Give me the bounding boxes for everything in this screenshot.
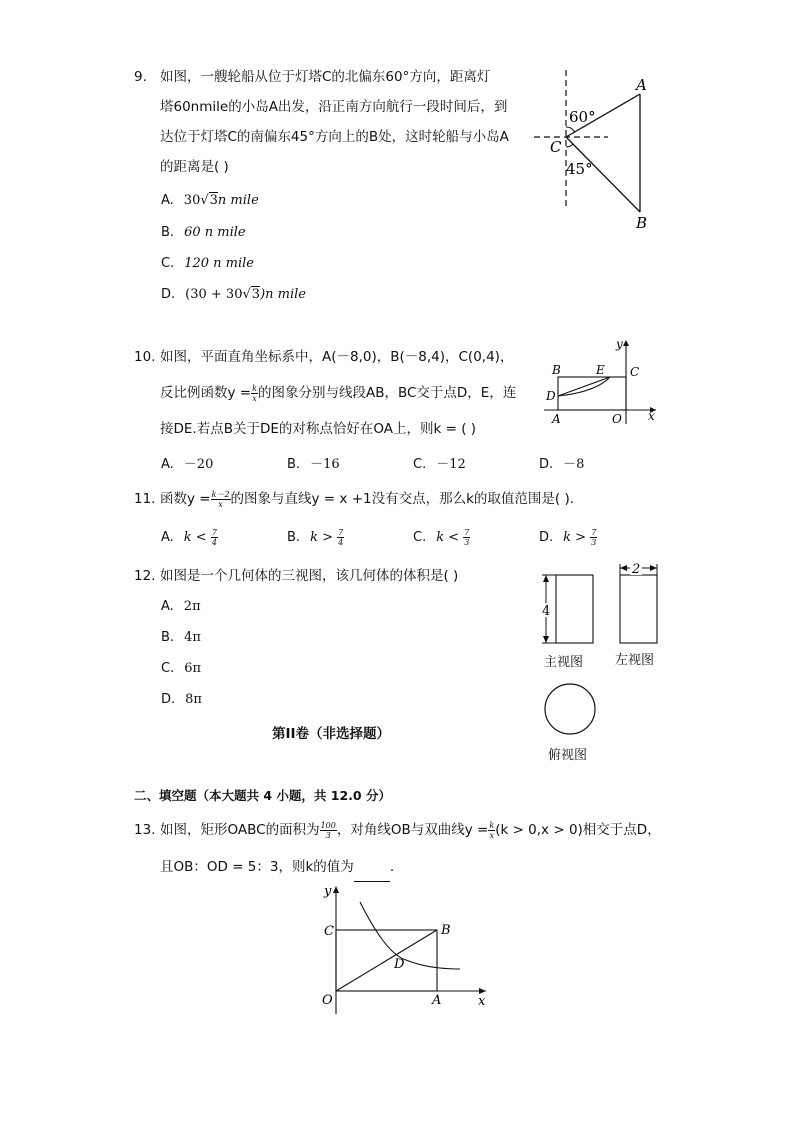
- rectangle-abco: [558, 377, 626, 410]
- q13-figure: [308, 880, 493, 1018]
- q12-number: 12.: [134, 568, 156, 584]
- q13-line2: 且OB：OD = 5：3，则k的值为 .: [160, 852, 394, 882]
- q12-option-a[interactable]: A. 2π: [161, 599, 201, 614]
- q12-option-b[interactable]: B. 4π: [161, 630, 201, 645]
- q9-line4: 的距离是( ): [160, 159, 229, 175]
- q13-number: 13.: [134, 822, 156, 838]
- y-axis-arrow: [623, 340, 629, 346]
- label-a: A: [432, 993, 442, 1008]
- label-a: A: [552, 412, 561, 426]
- q11-number: 11.: [134, 491, 156, 507]
- label-y: y: [616, 337, 623, 351]
- label-c: C: [630, 365, 640, 379]
- width-dim-arrow-right: [650, 565, 657, 571]
- q10-line2: 反比例函数y = $\frac{k}{x}$ 的图象分别与线段AB，BC交于点D，E，连: [160, 383, 517, 403]
- label-e: E: [596, 363, 605, 377]
- q10-option-b[interactable]: B. －16: [287, 457, 340, 472]
- height-dim-label: 4: [542, 604, 551, 619]
- top-view-label: 俯视图: [548, 748, 588, 763]
- y-axis-arrow: [333, 886, 339, 893]
- q12-stem: 12. 如图是一个几何体的三视图，该几何体的体积是( ): [134, 561, 458, 591]
- q9-line2: 塔60nmile的小岛A出发，沿正南方向航行一段时间后，到: [160, 99, 508, 115]
- angle-60-label: 60°: [569, 108, 596, 126]
- width-dim-label: 2: [632, 562, 641, 577]
- q10-line1: 10. 如图，平面直角坐标系中，A(－8,0)，B(－8,4)，C(0,4)，: [134, 342, 513, 372]
- q9-option-d[interactable]: D. (30 + 30√3)n mile: [161, 287, 306, 302]
- q11-option-b[interactable]: B. k > $\frac{7}{4}$: [287, 528, 344, 547]
- q9-number: 9.: [134, 69, 147, 85]
- label-x: x: [648, 409, 655, 423]
- q9-figure: [528, 66, 658, 236]
- q10-option-d[interactable]: D. －8: [539, 457, 585, 472]
- q11-option-d[interactable]: D. k > $\frac{7}{3}$: [539, 528, 597, 547]
- label-b: B: [441, 923, 451, 938]
- label-d: D: [394, 957, 405, 972]
- label-c: C: [324, 924, 334, 939]
- angle-arc-60: [566, 127, 575, 132]
- q11-stem: 11. 函数y = $\frac{k-2}{x}$ 的图象与直线y = x +1没有交点，那么k的取值范围是( ).: [134, 484, 574, 514]
- q10-option-a[interactable]: A. －20: [161, 457, 214, 472]
- left-view-label: 左视图: [615, 653, 655, 668]
- q12-option-d[interactable]: D. 8π: [161, 692, 202, 707]
- q10-figure: [534, 336, 662, 428]
- part2-title: 第II卷（非选择题）: [272, 726, 391, 742]
- q10-line3: 接DE.若点B关于DE的对称点恰好在OA上，则k = ( ): [160, 421, 477, 437]
- label-b: B: [552, 363, 561, 377]
- q10-number: 10.: [134, 349, 156, 365]
- label-b: B: [636, 214, 648, 232]
- q12-option-c[interactable]: C. 6π: [161, 661, 202, 676]
- label-y: y: [324, 884, 332, 899]
- q9-line1: 9. 如图，一艘轮船从位于灯塔C的北偏东60°方向，距离灯: [134, 62, 490, 92]
- q13-line1: 13. 如图，矩形OABC的面积为 $\frac{100}{3}$ ，对角线OB与双曲线y = $\frac{k}{x}$ (k > 0,x > 0)相交于点D，: [134, 815, 661, 845]
- q11-option-a[interactable]: A. k < $\frac{7}{4}$: [161, 528, 217, 547]
- label-o: O: [612, 412, 622, 426]
- top-view-circle: [545, 684, 595, 734]
- width-dim-arrow-left: [620, 565, 627, 571]
- label-x: x: [478, 994, 486, 1009]
- q9-option-b[interactable]: B. 60 n mile: [161, 225, 246, 240]
- q9-line3: 达位于灯塔C的南偏东45°方向上的B处，这时轮船与小岛A: [160, 129, 509, 145]
- label-o: O: [322, 993, 333, 1008]
- front-view-label: 主视图: [544, 655, 584, 670]
- label-a: A: [636, 76, 647, 94]
- label-c: C: [550, 138, 562, 156]
- q10-option-c[interactable]: C. －12: [413, 457, 466, 472]
- front-view-rect: [556, 575, 593, 643]
- section2-heading: 二、填空题（本大题共 4 小题，共 12.0 分）: [134, 788, 391, 803]
- height-dim-arrow-top: [543, 575, 549, 582]
- angle-45-label: 45°: [566, 160, 593, 178]
- label-d: D: [546, 389, 556, 403]
- angle-arc-45: [566, 144, 573, 147]
- left-view-rect: [620, 575, 657, 643]
- segment-de: [558, 377, 610, 396]
- height-dim-arrow-bottom: [543, 636, 549, 643]
- q9-option-a[interactable]: A. 30√3n mile: [161, 193, 259, 208]
- q9-option-c[interactable]: C. 120 n mile: [161, 256, 255, 271]
- diagonal-ob: [336, 930, 437, 991]
- q11-option-c[interactable]: C. k < $\frac{7}{3}$: [413, 528, 470, 547]
